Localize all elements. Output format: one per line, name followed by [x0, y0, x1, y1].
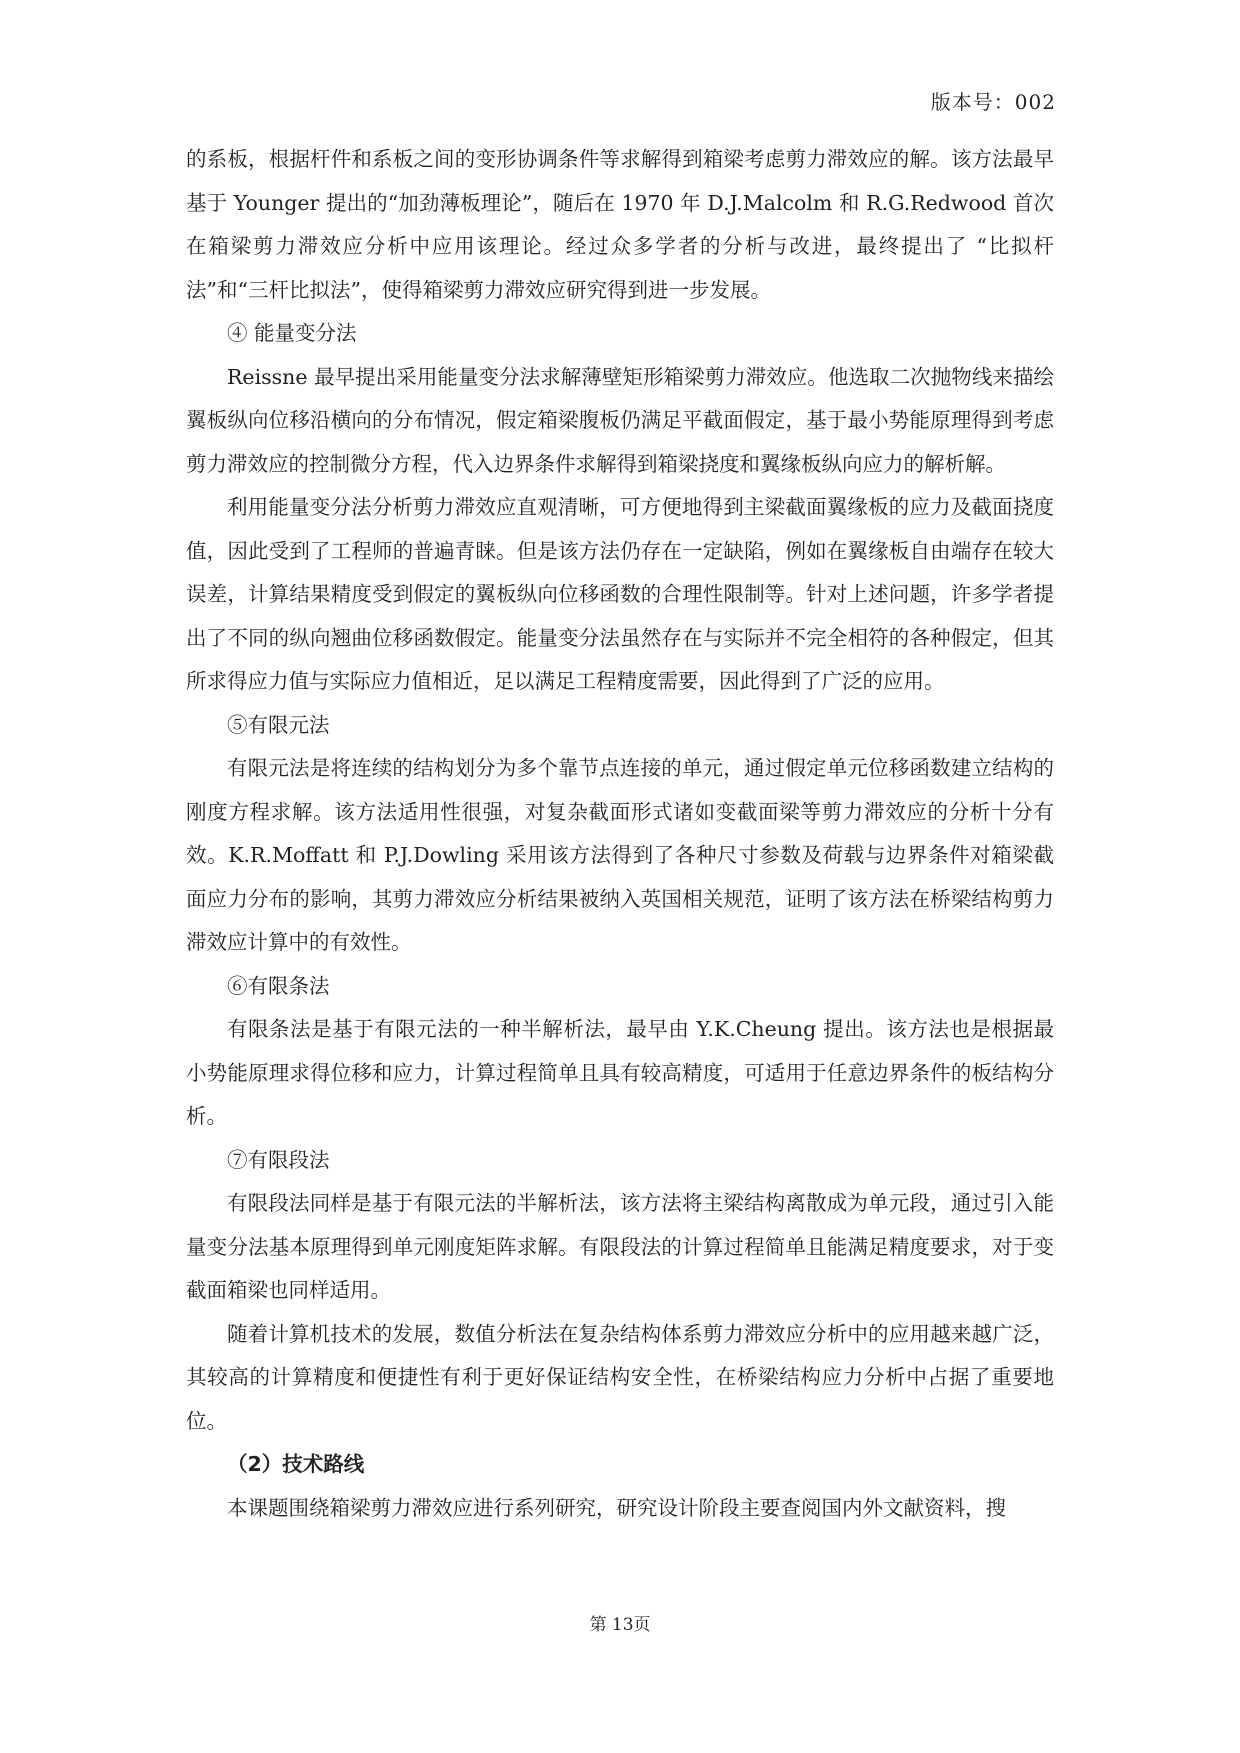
subheading-finite-segment: ⑦有限段法: [227, 1147, 330, 1172]
section-heading-technical-route: （2）技术路线: [227, 1452, 365, 1476]
subheading-energy-variation: ④ 能量变分法: [227, 321, 357, 345]
version-header: 版本号：002: [930, 90, 1056, 114]
paragraph-finite-strip: 有限条法是基于有限元法的一种半解析法，最早由 Y.K.Cheung 提出。该方法也是根据最小势能原理求得位移和应力，计算过程简单且具有较高精度，可适用于任意边界条件的板结构分析。: [186, 1017, 1054, 1128]
page-number: 第 13页: [589, 1615, 651, 1635]
document-body: [186, 138, 1054, 1530]
paragraph-finite-segment: 有限段法同样是基于有限元法的半解析法，该方法将主梁结构离散成为单元段，通过引入能量变分法基本原理得到单元刚度矩阵求解。有限段法的计算过程简单且能满足精度要求，对于变截面箱梁也同样适用。: [186, 1191, 1054, 1302]
paragraph-numerical-analysis: 随着计算机技术的发展，数值分析法在复杂结构体系剪力滞效应分析中的应用越来越广泛，其较高的计算精度和便捷性有利于更好保证结构安全性，在桥梁结构应力分析中占据了重要地位。: [186, 1321, 1054, 1433]
paragraph-finite-element: 有限元法是将连续的结构划分为多个靠节点连接的单元，通过假定单元位移函数建立结构的刚度方程求解。该方法适用性很强，对复杂截面形式诸如变截面梁等剪力滞效应的分析十分有效。K.R.Moffatt 和 P.J.Dowling 采用该方法得到了各种尺寸参数及荷载与边界条件对箱梁截面应力分布的影响，其剪力滞效应分析结果被纳入英国相关规范，证明了该方法在桥梁结构剪力滞效应计算中的有效性。: [186, 756, 1054, 954]
paragraph-technical-route: 本课题围绕箱梁剪力滞效应进行系列研究，研究设计阶段主要查阅国内外文献资料，搜: [227, 1495, 1006, 1520]
subheading-finite-strip: ⑥有限条法: [227, 973, 330, 998]
paragraph-intro: 的系板，根据杆件和系板之间的变形协调条件等求解得到箱梁考虑剪力滞效应的解。该方法最早基于 Younger 提出的“加劲薄板理论”，随后在 1970 年 D.J.Malcolm 和 R.G.Redwood 首次在箱梁剪力滞效应分析中应用该理论。经过众多学者的分析与改进，最终提出了 “比拟杆法”和“三杆比拟法”，使得箱梁剪力滞效应研究得到进一步发展。: [186, 147, 1054, 302]
paragraph-energy-variation-1: Reissne 最早提出采用能量变分法求解薄壁矩形箱梁剪力滞效应。他选取二次抛物线来描绘翼板纵向位移沿横向的分布情况，假定箱梁腹板仍满足平截面假定，基于最小势能原理得到考虑剪力滞效应的控制微分方程，代入边界条件求解得到箱梁挠度和翼缘板纵向应力的解析解。: [186, 364, 1054, 476]
subheading-finite-element: ⑤有限元法: [227, 712, 330, 737]
paragraph-energy-variation-2: 利用能量变分法分析剪力滞效应直观清晰，可方便地得到主梁截面翼缘板的应力及截面挠度值，因此受到了工程师的普遍青睐。但是该方法仍存在一定缺陷，例如在翼缘板自由端存在较大误差，计算结果精度受到假定的翼板纵向位移函数的合理性限制等。针对上述问题，许多学者提出了不同的纵向翘曲位移函数假定。能量变分法虽然存在与实际并不完全相符的各种假定，但其所求得应力值与实际应力值相近，足以满足工程精度需要，因此得到了广泛的应用。: [186, 495, 1054, 693]
